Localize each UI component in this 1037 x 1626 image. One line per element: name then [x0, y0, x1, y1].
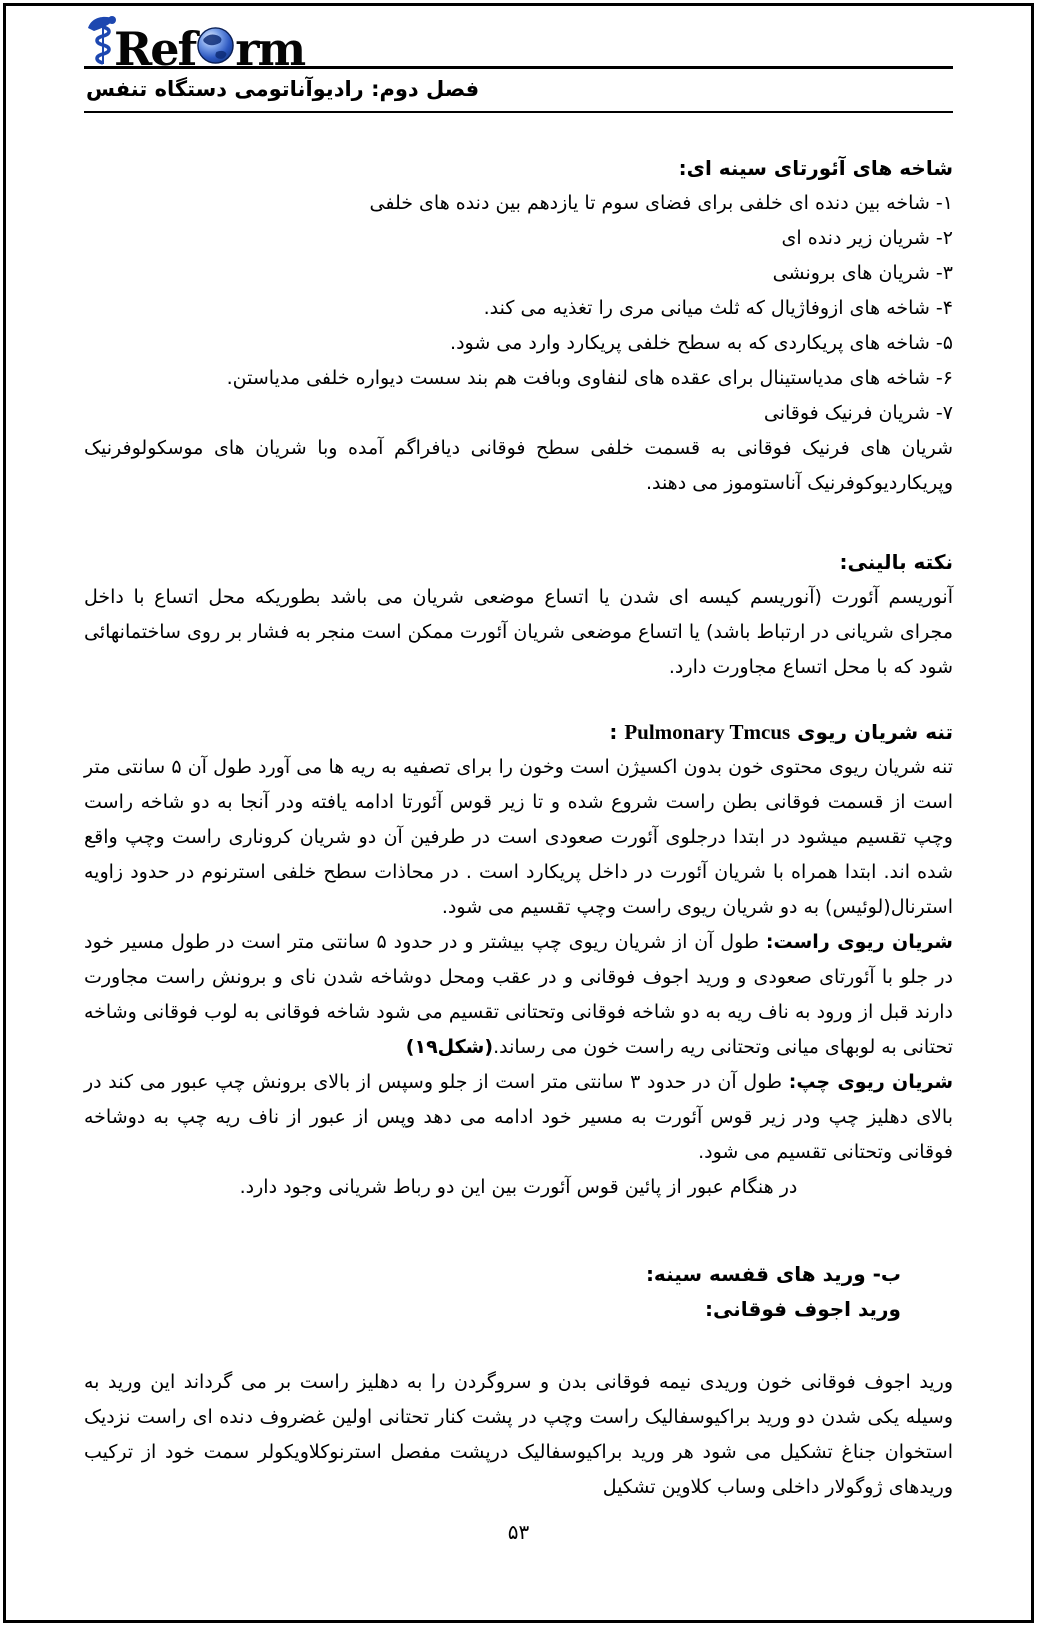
brand-text-left: Ref	[114, 22, 196, 77]
paragraph-superior-vena-cava: ورید اجوف فوقانی خون وریدی نیمه فوقانی بدن و سروگردن را به دهلیز راست بر می گرداند این ورید به وسیله یکی شدن دو ورید براکیوسفالیک راست وچپ در پشت کنار تحتانی اولین غضروف دنده ای راست نزدیک استخوان جناغ تشکیل می شود هر ورید براکیوسفالیک درپشت مفصل استرنوکلاویکولر سمت خود از ترکیب وریدهای ژوگولار داخلی وساب کلاوین تشکیل	[84, 1371, 953, 1498]
pulmonary-title-fa: تنه شریان ریوی	[797, 720, 953, 744]
paragraph-ligamentum-note: در هنگام عبور از پائین قوس آئورت بین این دو رباط شریانی وجود دارد.	[239, 1176, 798, 1198]
list-item: ۵- شاخه های پریکاردی که به سطح خلفی پریکارد وارد می شود.	[450, 332, 953, 354]
section-title-pulmonary-trunk	[84, 715, 953, 750]
pulmonary-title-en: Pulmonary Tmcus	[624, 720, 791, 744]
left-pulmonary-text: طول آن در حدود ۳ سانتی متر است از جلو وسپس از بالای برونش چپ عبور می کند در بالای دهلیز چپ ودر زیر قوس آئورت به مسیر خود ادامه می دهد وپس از عبور از ناف ریه چپ به دوشاخه فوقانی وتحتانی تقسیم می شود.	[84, 1071, 953, 1163]
section-title-aorta-branches: شاخه های آئورتای سینه ای:	[678, 156, 953, 180]
paragraph-aneurysm: آنوریسم آئورت (آنوریسم کیسه ای شدن یا اتساع موضعی شریان می باشد بطوریکه محل اتساع با داخل مجرای شریانی در ارتباط باشد) یا اتساع موضعی شریان آئورت ممکن است منجر به فشار بر روی ساختمانهائی شود که با محل اتساع مجاورت دارد.	[84, 586, 953, 678]
header-rule-top	[84, 10, 953, 77]
subsection-title-svc: ورید اجوف فوقانی:	[705, 1297, 901, 1321]
list-item: ۱- شاخه بین دنده ای خلفی برای فضای سوم تا یازدهم بین دنده های خلفی	[369, 192, 953, 214]
left-pulmonary-label: شریان ریوی چپ:	[788, 1071, 954, 1093]
right-pulmonary-text: طول آن از شریان ریوی چپ بیشتر و در حدود ۵ سانتی متر است در طول مسیر خود در جلو با آئورتای صعودی و ورید اجوف فوقانی و در عقب ومحل دوشاخه شدن نای و برونش راست مجاورت دارند قبل از ورود به ناف ریه به دو شاخه فوقانی وتحتانی تقسیم می شود شاخه فوقانی به لوب فوقانی وشاخه تحتانی به لوبهای میانی وتحتانی ریه راست خون می رساند.	[84, 931, 953, 1058]
list-item: ۷- شریان فرنیک فوقانی	[763, 402, 953, 424]
reform-logo	[86, 13, 305, 77]
page-inner	[6, 10, 1031, 1505]
brand-text-right: rm	[235, 22, 305, 77]
pulmonary-title-colon: :	[609, 720, 618, 744]
paragraph-left-pulmonary-artery	[84, 1065, 953, 1170]
paragraph-pulmonary-trunk: تنه شریان ریوی محتوی خون بدون اکسیژن است وخون را برای تصفیه به ریه ها می آورد طول آن ۵ سانتی متر است از قسمت فوقانی بطن راست شروع شده و تا زیر قوس آئورتا ادامه یافته ودر آنجا به دو شاخه راست وچپ تقسیم میشود در ابتدا درجلوی آئورت صعودی است در طرفین آن دو شریان کروناری راست وچپ واقع شده اند. ابتدا همراه با شریان آئورت در داخل پریکارد است . در محاذات سطح خلفی استرنوم در حدود زاویه استرنال(لوئیس) به دو شریان ریوی راست وچپ تقسیم می شود.	[84, 756, 953, 918]
section-title-clinical-note: نکته بالینی:	[839, 550, 953, 574]
chapter-title: فصل دوم: رادیوآناتومی دستگاه تنفس	[86, 77, 480, 101]
paragraph-right-pulmonary-artery	[84, 925, 953, 1065]
brand-wordmark	[114, 22, 305, 77]
figure-reference: (شکل۱۹)	[405, 1036, 494, 1058]
page-content	[84, 151, 953, 1505]
chapter-header-row	[84, 69, 953, 113]
list-item: ۴- شاخه های ازوفاژیال که ثلث میانی مری را تغذیه می کند.	[483, 297, 953, 319]
right-pulmonary-label: شریان ریوی راست:	[765, 931, 953, 953]
list-item: ۶- شاخه های مدیاستینال برای عقده های لنفاوی وبافت هم بند سست دیواره خلفی مدیاستن.	[226, 367, 953, 389]
paragraph-phrenic-arteries: شریان های فرنیک فوقانی به قسمت خلفی سطح فوقانی دیافراگم آمده وبا شریان های موسکولوفرنیک وپریکاردیوکوفرنیک آناستوموز می دهند.	[84, 437, 953, 494]
page-number: ۵۳	[507, 1520, 530, 1544]
list-item: ۳- شریان های برونشی	[772, 262, 953, 284]
list-item: ۲- شریان زیر دنده ای	[781, 227, 953, 249]
section-title-thoracic-veins: ب- ورید های قفسه سینه:	[645, 1262, 901, 1286]
document-page	[3, 3, 1034, 1623]
globe-icon	[197, 27, 234, 71]
